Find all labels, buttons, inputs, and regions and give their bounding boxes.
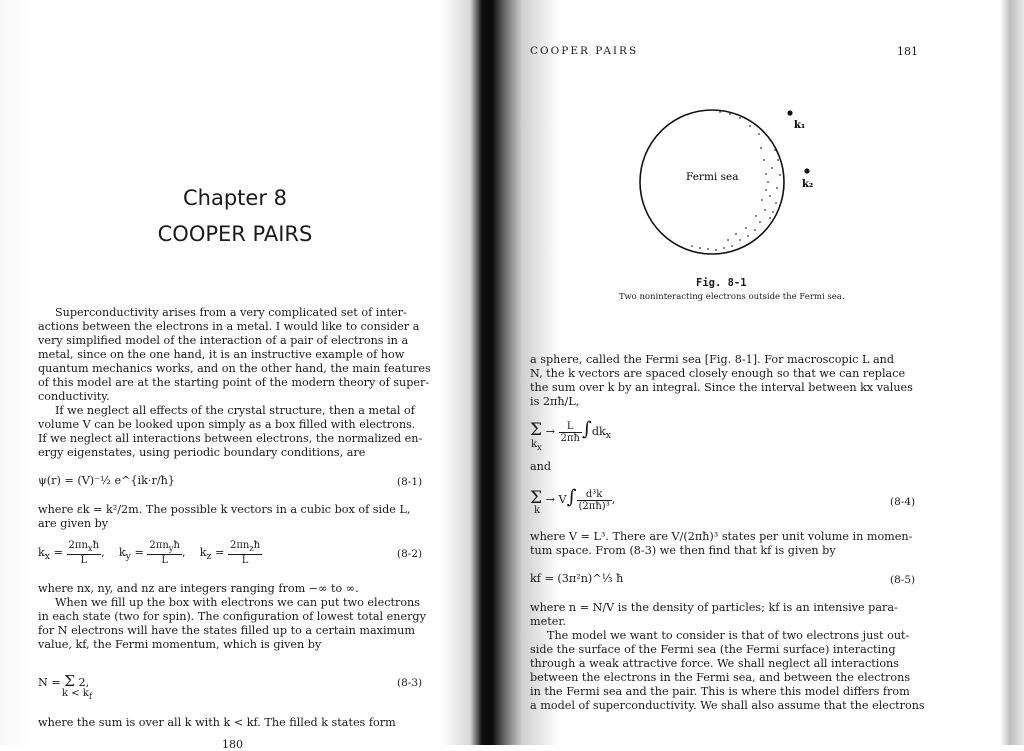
text-line: the sum over k by an integral. Since the interval between kx values — [530, 381, 913, 394]
text-line: between the electrons in the Fermi sea, and between the electrons — [530, 671, 911, 684]
text-line: where nx, ny, and nz are integers ranging from −∞ to ∞. — [38, 582, 359, 595]
equation-number: (8-3) — [397, 677, 423, 689]
text-line: a model of superconductivity. We shall also assume that the electrons — [530, 699, 925, 712]
text-line: where V = L³. There are V/(2πħ)³ states per unit volume in momen- — [530, 530, 913, 543]
chapter-label: Chapter 8 — [183, 186, 287, 210]
equation-8-5: kf = (3π²n)^⅓ ħ — [530, 572, 624, 585]
text-line: ergy eigenstates, using periodic boundary conditions, are — [38, 446, 366, 459]
text-line: N, the k vectors are spaced closely enough so that we can replace — [530, 367, 906, 380]
equation-8-3: N = Σ 2, $k < k_f$ — [38, 672, 92, 701]
text-line: where the sum is over all k with k < kf. The filled k states form — [38, 716, 396, 729]
fermi-sea-label: Fermi sea — [686, 171, 739, 183]
figure-caption: Two noninteracting electrons outside the Fermi sea. — [619, 292, 845, 302]
equation-number: (8-2) — [397, 548, 423, 560]
text-line: for N electrons will have the states filled up to a certain maximum — [38, 624, 415, 637]
text-line: conductivity. — [38, 390, 110, 403]
fermi-sea-figure — [620, 100, 840, 270]
left-page — [0, 0, 470, 751]
chapter-title: COOPER PAIRS — [157, 222, 313, 246]
k2-label: k₂ — [802, 179, 814, 190]
equation-number: (8-4) — [890, 496, 916, 508]
text-line: When we fill up the box with electrons we can put two electrons — [55, 596, 420, 609]
text-line: actions between the electrons in a metal. I would like to consider a — [38, 320, 420, 333]
text-line: value, kf, the Fermi momentum, which is given by — [38, 638, 322, 651]
text-line: is 2πħ/L, — [530, 395, 580, 408]
and-word: and — [530, 460, 552, 473]
right-page — [505, 0, 1024, 745]
text-line: very simplified model of the interaction of a pair of electrons in a — [38, 334, 409, 347]
text-line: in the Fermi sea and the pair. This is where this model differs from — [530, 685, 910, 698]
text-line: If we neglect all effects of the crystal structure, then a metal of — [55, 404, 415, 417]
page-number: 181 — [897, 45, 918, 58]
sum-to-integral-eq: Σ → $\frac{L}{2\pi ħ}$ $\int dk_x$ $k_x$ — [530, 418, 612, 452]
text-line: Superconductivity arises from a very complicated set of inter- — [55, 306, 407, 319]
text-line: are given by — [38, 517, 109, 530]
text-line: volume V can be looked upon simply as a box filled with electrons. — [38, 418, 416, 431]
equation-8-2: $k_x$ = $\frac{2\pi n_xħ}{L}$ , $k_y$ = $\frac{2\pi n_yħ}{L}$ , $k_z$ = $\frac{2\pi n_zħ}{L}$ — [38, 540, 261, 566]
text-line: where εk = k²/2m. The possible k vectors in a cubic box of side L, — [38, 503, 411, 516]
electron-k2-dot — [804, 168, 809, 173]
equation-8-1: ψ(r) = (V)⁻½ e^{ik·r/ħ} — [38, 474, 175, 487]
text-line: metal, since on the one hand, it is an instructive example of how — [38, 348, 405, 361]
equation-number: (8-1) — [397, 476, 423, 488]
text-line: of this model are at the starting point of the modern theory of super- — [38, 376, 430, 389]
text-line: through a weak attractive force. We shall neglect all interactions — [530, 657, 899, 670]
text-line: in each state (two for spin). The configuration of lowest total energy — [38, 610, 426, 623]
text-line: side the surface of the Fermi sea (the Fermi surface) interacting — [530, 643, 896, 656]
page-number: 180 — [222, 738, 243, 751]
equation-number: (8-5) — [890, 574, 916, 586]
text-line: The model we want to consider is that of two electrons just out- — [547, 629, 910, 642]
text-line: tum space. From (8-3) we then find that kf is given by — [530, 544, 836, 557]
text-line: meter. — [530, 615, 567, 628]
text-line: where n = N/V is the density of particles; kf is an intensive para- — [530, 601, 898, 614]
running-head: COOPER PAIRS — [530, 45, 639, 57]
text-line: a sphere, called the Fermi sea [Fig. 8-1]. For macroscopic L and — [530, 353, 895, 366]
text-line: If we neglect all interactions between electrons, the normalized en- — [38, 432, 423, 445]
text-line: quantum mechanics works, and on the other hand, the main features — [38, 362, 431, 375]
figure-title: Fig. 8-1 — [696, 277, 747, 289]
electron-k1-dot — [787, 110, 792, 115]
equation-8-4: Σ → V∫ $\frac{\text{d³k}}{\text{(2πħ)³}}$ , k — [530, 486, 616, 516]
k1-label: k₁ — [794, 120, 806, 131]
